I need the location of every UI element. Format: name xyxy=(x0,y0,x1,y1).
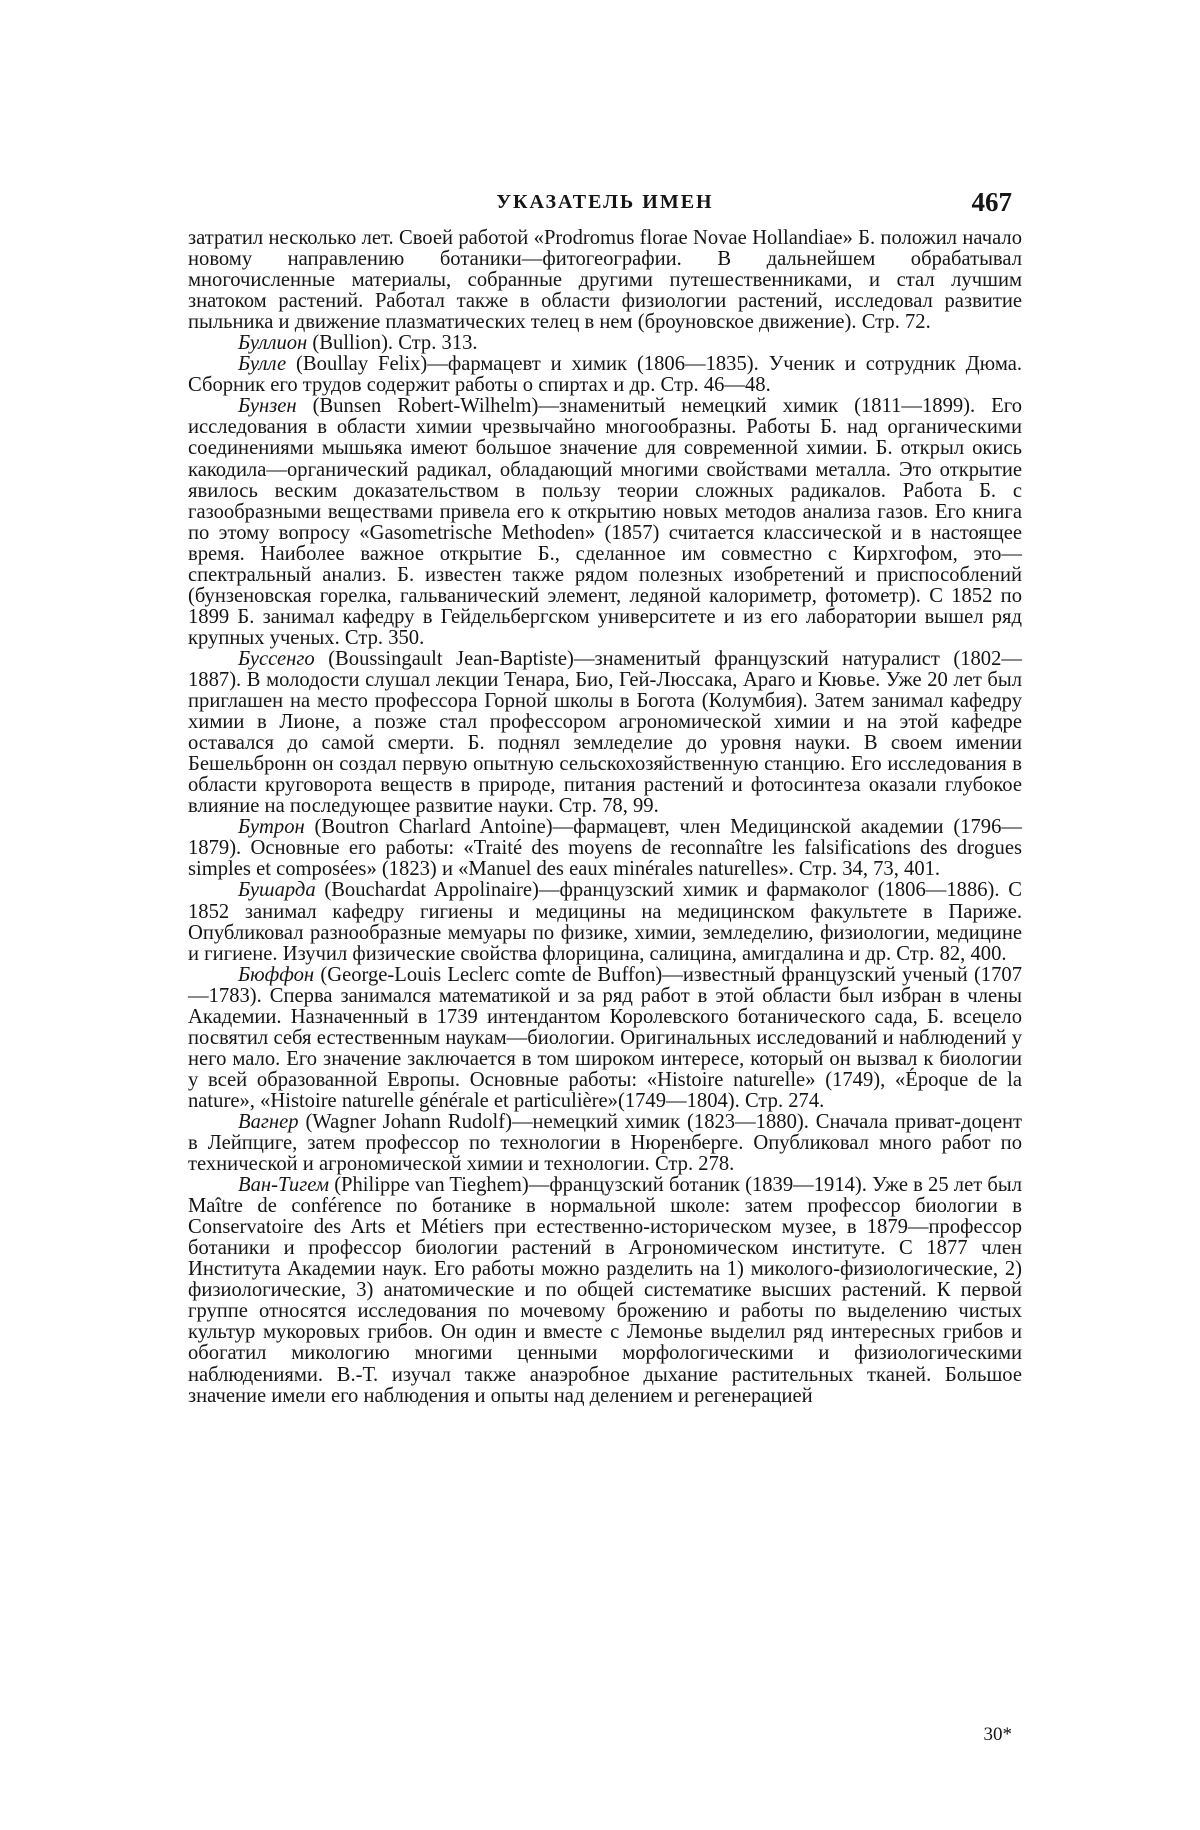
entry-text: (Boutron Charlard Antoine)—фармацевт, член Медицинской академии (1796—1879). Основные его работы: «Traité des moyens de reconnaître les falsifications des drogues simples et composées» (1823) и «Manuel des eaux minérales naturelles». Стр. 34, 73, 401. xyxy=(188,816,1022,881)
entry-text: (Bullion). Стр. 313. xyxy=(307,332,478,355)
entry-text: (Bouchardat Appolinaire)—французский химик и фармаколог (1806—1886). С 1852 занимал кафедру гигиены и медицины на медицинском факультете в Париже. Опубликовал разнообразные мемуары по физике, химии, земледелию, физиологии, медицине и гигиене. Изучил физические свойства флорицина, салицина, амигдалина и др. Стр. 82, 400. xyxy=(188,879,1022,965)
entry-name: Ван-Тигем xyxy=(238,1174,330,1197)
entry-text: (Bunsen Robert-Wilhelm)—знаменитый немецкий химик (1811—1899). Его исследования в области химии чрезвычайно многообразны. Работы Б. над органическими соединениями мышьяка имеют большое значение для современной химии. Б. открыл окись какодила—органический радикал, обладающий многими свойствами металла. Это открытие явилось веским доказательством в пользу теории сложных радикалов. Работа Б. с газообразными веществами привела его к открытию новых методов анализа газов. Его книга по этому вопросу «Gasometrische Methoden» (1857) считается классической и в настоящее время. Наиболее важное открытие Б., сделанное им совместно с Кирхгофом, это—спектральный анализ. Б. известен также рядом полезных изобретений и приспособлений (бунзеновская горелка, гальванический элемент, ледяной калориметр, фотометр). С 1852 по 1899 Б. занимал кафедру в Гейдельбергском университете и из его лаборатории вышел ряд крупных ученых. Стр. 350. xyxy=(188,395,1022,649)
index-entry-bunsen xyxy=(188,396,1022,649)
index-entry-bouchardat xyxy=(188,880,1022,964)
entry-name: Бюффон xyxy=(238,963,315,986)
index-entry-wagner xyxy=(188,1112,1022,1175)
index-entry-bullion xyxy=(188,333,1022,354)
entry-text: (George-Louis Leclerc comte de Buffon)—известный французский ученый (1707—1783). Сперва занимался математикой и за ряд работ в этой области был избран в члены Академии. Назначенный в 1739 интендантом Королевского ботанического сада, Б. всецело посвятил себя естественным наукам—биологии. Оригинальных исследований и наблюдений у него мало. Его значение заключается в том широком интересе, который он вызвал к биологии у всей образованной Европы. Основные работы: «Histoire naturelle» (1749), «Époque de la nature», «Histoire naturelle générale et particulière»(1749—1804). Стр. 274. xyxy=(188,963,1022,1112)
entry-name: Вагнер xyxy=(238,1110,299,1133)
running-title: УКАЗАТЕЛЬ ИМЕН xyxy=(496,191,714,213)
index-entry-boullay xyxy=(188,354,1022,396)
index-entry-boutron xyxy=(188,817,1022,880)
page-header xyxy=(190,187,1020,227)
entry-name: Булле xyxy=(238,353,287,376)
entry-text: затратил несколько лет. Своей работой «Prodromus florae Novae Hollandiae» Б. положил начало новому направлению ботаники—фитогеографии. В дальнейшем обрабатывал многочисленные материалы, собранные другими путешественниками, и стал лучшим знатоком растений. Работал также в области физиологии растений, исследовал развитие пыльника и движение плазматических телец в нем (броуновское движение). Стр. 72. xyxy=(188,227,1022,334)
page-number: 467 xyxy=(971,187,1012,217)
index-entry-boussingault xyxy=(188,649,1022,817)
entry-name: Буллион xyxy=(238,332,308,355)
entry-text: (Wagner Johann Rudolf)—немецкий химик (1823—1880). Сначала приват-доцент в Лейпциге, затем профессор по технологии в Нюренберге. Опубликовал много работ по технической и агрономической химии и технологии. Стр. 278. xyxy=(188,1110,1022,1176)
index-entries xyxy=(188,228,1022,1407)
entry-name: Бутрон xyxy=(238,816,305,839)
entry-name: Буссенго xyxy=(238,647,315,670)
signature-mark: 30* xyxy=(983,1724,1012,1745)
entry-name: Бушарда xyxy=(238,879,316,902)
index-entry-buffon xyxy=(188,965,1022,1112)
entry-text: (Boussingault Jean-Baptiste)—знаменитый французский натуралист (1802—1887). В молодости слушал лекции Тенара, Био, Гей-Люссака, Араго и Кювье. Уже 20 лет был приглашен на место профессора Горной школы в Богота (Колумбия). Затем занимал кафедру химии в Лионе, а позже стал профессором агрономической химии и на этой кафедре оставался до самой смерти. Б. поднял земледелие до уровня науки. В своем имении Бешельбронн он создал первую опытную сельскохозяйственную станцию. Его исследования в области круговорота веществ в природе, питания растений и фотосинтеза оказали глубокое влияние на последующее развитие науки. Стр. 78, 99. xyxy=(188,647,1022,818)
index-entry-van-tieghem xyxy=(188,1175,1022,1407)
entry-text: (Boullay Felix)—фармацевт и химик (1806—1835). Ученик и сотрудник Дюма. Сборник его трудов содержит работы о спиртах и др. Стр. 46—48. xyxy=(188,353,1022,397)
entry-name: Бунзен xyxy=(238,395,297,418)
index-entry-continuation xyxy=(188,228,1022,333)
entry-text: (Philippe van Tieghem)—французский ботаник (1839—1914). Уже в 25 лет был Maître de conférence по ботанике в нормальной школе: затем профессор биологии в Conservatoire des Arts et Métiers при естественно-историческом музее, в 1879—профессор ботаники и профессор биологии растений в Агрономическом институте. С 1877 член Института Академии наук. Его работы можно разделить на 1) микологo-физиологические, 2) физиологические, 3) анатомические и по общей систематике высших растений. К первой группе относятся исследования по мочевому брожению и работы по выделению чистых культур мукоровых грибов. Он один и вместе с Лемонье выделил ряд интересных грибов и обогатил микологию многими ценными морфологическими и физиологическими наблюдениями. В.-Т. изучал также анаэробное дыхание растительных тканей. Большое значение имели его наблюдения и опыты над делением и регенерацией xyxy=(188,1174,1022,1407)
